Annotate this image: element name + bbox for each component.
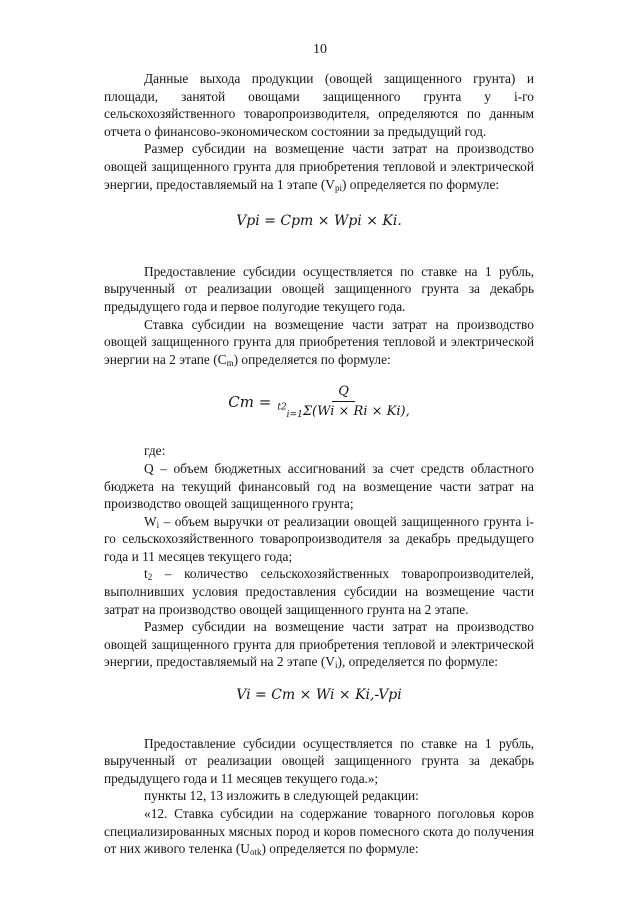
definition-t2: [104, 565, 534, 618]
formula-vi-text: Vi = Cm × Wi × Ki,-Vpi: [236, 687, 402, 704]
formula-vpi: [104, 213, 534, 231]
subscript: m: [226, 357, 234, 368]
subscript: i: [156, 519, 160, 530]
symbol: W: [144, 513, 157, 529]
subscript: otk: [249, 847, 262, 858]
paragraph-rate-stage1: Предоставление субсидии осуществляется по ставке на 1 рубль, вырученный от реализации овощей защищенного грунта за декабрь предыдущего года и первое полугодие текущего года.: [104, 263, 534, 314]
document-body: [104, 70, 534, 858]
formula-vpi-text: Vpi = Cpm × Wpi × Ki.: [236, 213, 402, 230]
symbol: t: [144, 566, 148, 582]
text-run: Размер субсидии на возмещение части затрат на производство овощей защищенного грунта для приобретения тепловой и электрической энергии, предоставляемый на 1 этапе (V: [104, 141, 534, 192]
subscript: pi: [334, 182, 342, 193]
paragraph-stage2-rate: [104, 316, 534, 369]
text-run: Ставка субсидии на возмещение части затрат на производство овощей защищенного грунта для приобретения тепловой и электрической энергии на 2 этапе (C: [104, 316, 534, 367]
subscript: i: [334, 660, 338, 671]
definition-wi: [104, 513, 534, 566]
text-run: – количество сельскохозяйственных товаропроизводителей, выполнивших условия предоставления субсидии на возмещение части затрат на производство овощей защищенного грунта на 2 этапе.: [104, 566, 534, 617]
text-run: Размер субсидии на возмещение части затрат на производство овощей защищенного грунта для приобретения тепловой и электрической энергии, предоставляемый на 2 этапе (V: [104, 619, 534, 670]
page-number: 10: [313, 42, 327, 57]
paragraph-stage1-size: [104, 140, 534, 193]
formula-cm: [104, 384, 534, 420]
text-run: ) определяется по формуле:: [261, 841, 419, 857]
definition-q: Q – объем бюджетных ассигнований за счет средств областного бюджета на текущий финансовый год на возмещение части затрат на производство овощей защищенного грунта;: [104, 460, 534, 512]
where-label: где:: [144, 443, 166, 459]
formula-cm-fraction: [277, 384, 409, 420]
sum-lower-limit: i=1: [286, 410, 303, 421]
denominator-text: Σ(Wi × Ri × Ki),: [302, 404, 410, 420]
text-run: «12. Ставка субсидии на содержание товарного поголовья коров специализированных мясных пород и коров помесного скота до получения от них живого теленка (U: [104, 806, 534, 857]
formula-vi: [104, 687, 534, 705]
formula-cm-denominator: [277, 402, 409, 420]
paragraph-rate-stage2: Предоставление субсидии осуществляется по ставке на 1 рубль, вырученный от реализации овощей защищенного грунта за декабрь предыдущего года и 11 месяцев текущего года.»;: [104, 735, 534, 786]
sum-upper-limit: t2: [277, 402, 287, 413]
text-run: ) определяется по формуле:: [233, 351, 391, 367]
text-run: – объем выручки от реализации овощей защищенного грунта i-го сельскохозяйственного товаропроизводителя за декабрь предыдущего года и 11 месяцев текущего года;: [104, 513, 534, 564]
paragraph-item-12: [104, 805, 534, 858]
formula-cm-lhs: Cm =: [228, 392, 272, 411]
paragraph-output-data: Данные выхода продукции (овощей защищенного грунта) и площади, занятой овощами защищенного грунта у i-го сельскохозяйственного товаропроизводителя, определяются по данным отчета о финансово-экономическом состоянии за предыдущий год.: [104, 71, 534, 139]
formula-cm-numerator: Q: [332, 384, 355, 402]
text-run: ), определяется по формуле:: [337, 654, 498, 670]
paragraph-items-12-13: пункты 12, 13 изложить в следующей редакции:: [144, 788, 419, 804]
text-run: ) определяется по формуле:: [342, 176, 500, 192]
paragraph-stage2-size: [104, 618, 534, 671]
subscript: 2: [147, 572, 153, 583]
